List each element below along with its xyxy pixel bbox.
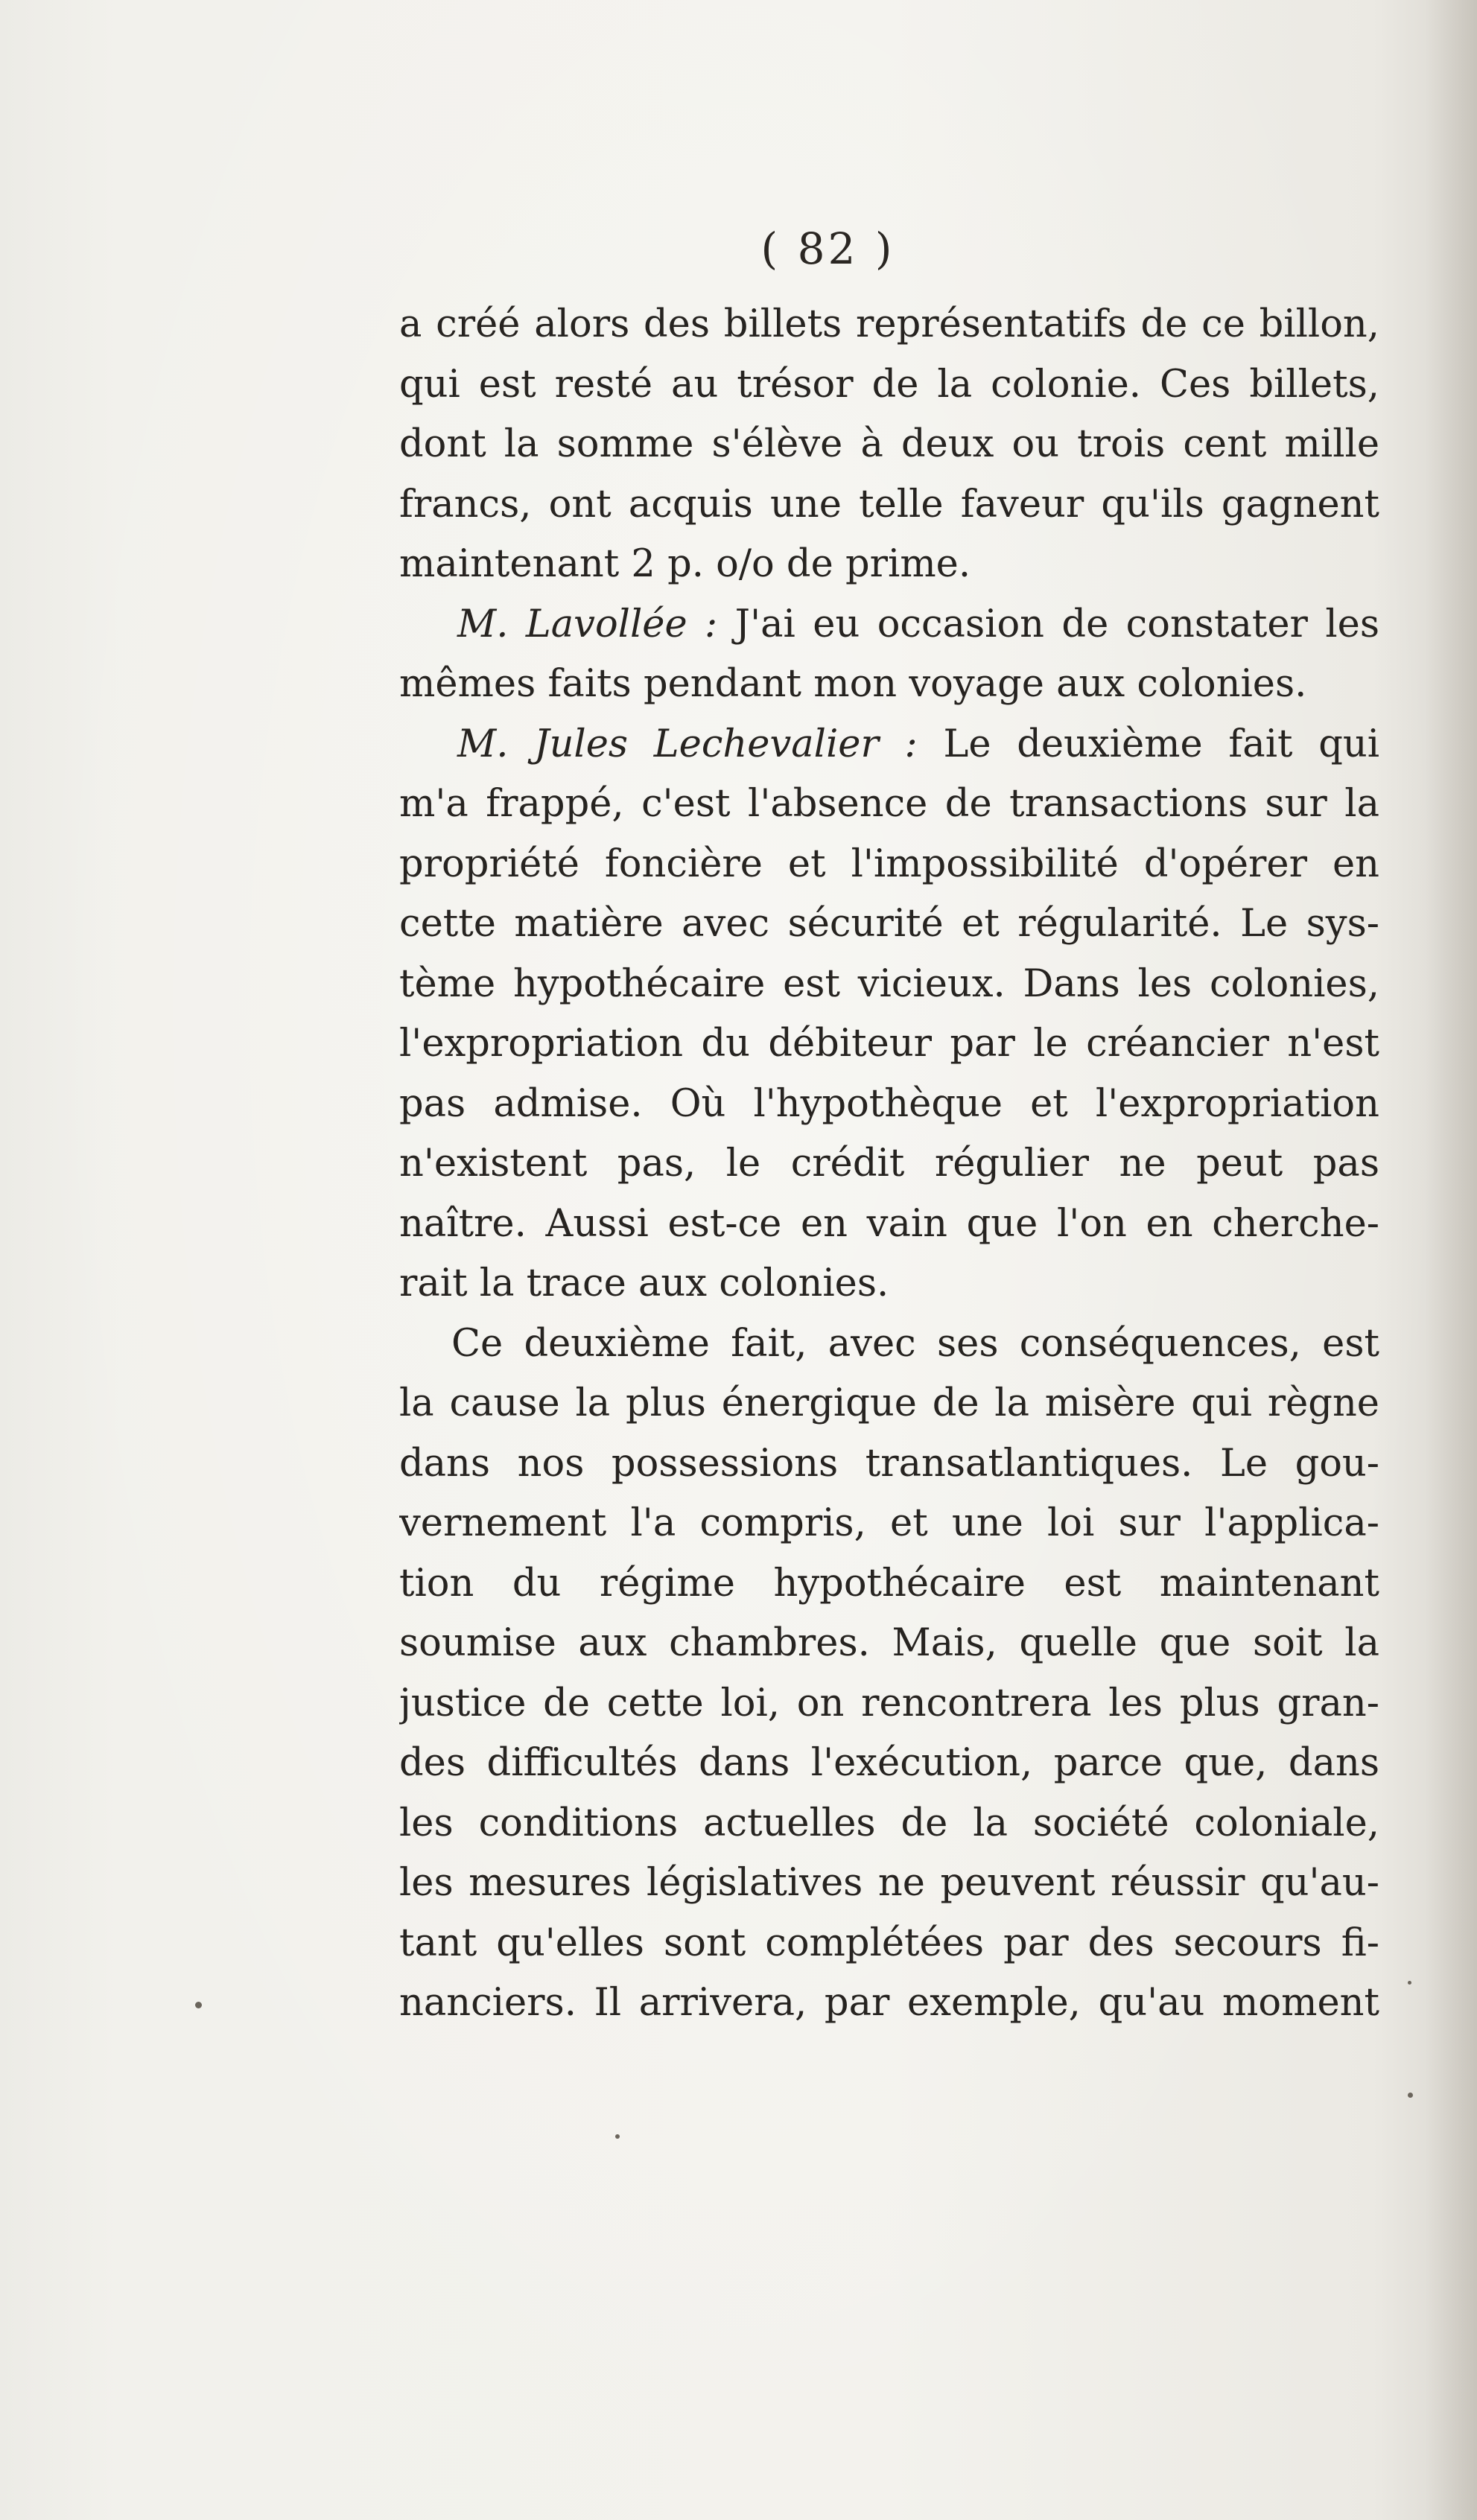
paragraph-lechevalier xyxy=(399,715,1379,1314)
text-line: propriété foncière et l'impossibilité d'opérer en xyxy=(399,841,1379,886)
text-line: tant qu'elles sont complétées par des secours fi- xyxy=(399,1921,1379,1965)
text-line: des difficultés dans l'exécution, parce que, dans xyxy=(399,1741,1379,1785)
page-edge-shadow xyxy=(1425,0,1477,2520)
text-line: l'expropriation du débiteur par le créancier n'est xyxy=(399,1022,1379,1066)
text-line: pas admise. Où l'hypothèque et l'expropriation xyxy=(399,1081,1379,1126)
paper-speck xyxy=(615,2134,620,2139)
text-line: maintenant 2 p. o/o de prime. xyxy=(399,542,971,586)
text-line: tion du régime hypothécaire est maintenant xyxy=(399,1561,1379,1606)
text-line: cette matière avec sécurité et régularité. Le sys- xyxy=(399,902,1379,946)
text-line: dans nos possessions transatlantiques. Le gou- xyxy=(399,1441,1379,1486)
paper-speck xyxy=(1408,1981,1411,1985)
text-line: m'a frappé, c'est l'absence de transactions sur la xyxy=(399,782,1379,826)
text-line: les mesures législatives ne peuvent réussir qu'au- xyxy=(399,1861,1379,1905)
text-line: soumise aux chambres. Mais, quelle que soit la xyxy=(399,1621,1379,1665)
text-line: francs, ont acquis une telle faveur qu'ils gagnent xyxy=(399,482,1379,526)
text-line: mêmes faits pendant mon voyage aux colonies. xyxy=(399,662,1307,706)
text-line: a créé alors des billets représentatifs de ce billon, xyxy=(399,302,1379,346)
speaker-name: M. Jules Lechevalier : xyxy=(457,722,918,766)
paragraph-continuation xyxy=(399,295,1379,595)
speaker-name: M. Lavollée : xyxy=(457,602,718,646)
speaker-text: Le deuxième fait qui xyxy=(943,722,1379,766)
text-line: tème hypothécaire est vicieux. Dans les colonies, xyxy=(399,961,1379,1006)
text-line: naître. Aussi est-ce en vain que l'on en cherche- xyxy=(399,1201,1379,1246)
text-line: Ce deuxième fait, avec ses conséquences, est xyxy=(451,1321,1379,1366)
text-line: n'existent pas, le crédit régulier ne peut pas xyxy=(399,1142,1379,1186)
text-line: la cause la plus énergique de la misère qui règne xyxy=(399,1381,1379,1425)
paragraph-second-fact xyxy=(399,1314,1379,2034)
speaker-line xyxy=(399,595,1379,655)
page-number: ( 82 ) xyxy=(760,223,895,274)
speaker-text: J'ai eu occasion de constater les xyxy=(734,602,1379,646)
text-line: justice de cette loi, on rencontrera les plus gran- xyxy=(399,1681,1379,1725)
text-line: vernement l'a compris, et une loi sur l'applica- xyxy=(399,1501,1379,1545)
text-line: qui est resté au trésor de la colonie. Ces billets, xyxy=(399,362,1379,407)
text-line: les conditions actuelles de la société coloniale, xyxy=(399,1801,1379,1845)
paper-speck xyxy=(195,2002,202,2008)
body-text xyxy=(399,295,1379,2034)
text-line: nanciers. Il arrivera, par exemple, qu'au moment xyxy=(399,1981,1379,2025)
text-line: dont la somme s'élève à deux ou trois cent mille xyxy=(399,422,1379,466)
text-line: rait la trace aux colonies. xyxy=(399,1261,889,1305)
paragraph-lavollee xyxy=(399,595,1379,715)
paper-speck xyxy=(1408,2093,1413,2098)
speaker-line xyxy=(399,715,1379,775)
